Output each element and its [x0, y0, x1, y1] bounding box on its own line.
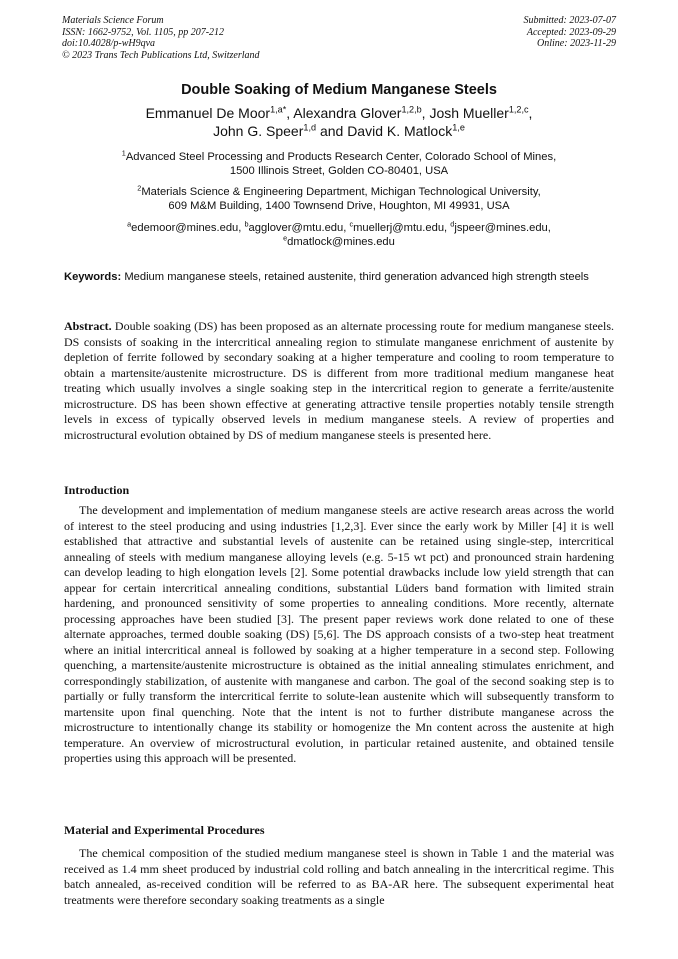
email-marker: d [450, 219, 455, 229]
section-heading-introduction: Introduction [64, 483, 130, 497]
email-address[interactable]: muellerj@mtu.edu, [353, 222, 448, 234]
keywords-text: Medium manganese steels, retained austenite, third generation advanced high strength steels [124, 271, 589, 283]
section-heading-materials: Material and Experimental Procedures [64, 823, 265, 837]
abstract-label: Abstract. [64, 319, 112, 333]
author-name: John G. Speer [213, 123, 304, 139]
affiliation-1 [0, 150, 678, 178]
affiliation-line: Advanced Steel Processing and Products Research Center, Colorado School of Mines, [125, 151, 557, 163]
email-marker: e [283, 233, 288, 243]
abstract-text: Double soaking (DS) has been proposed as an alternate processing route for medium manganese steels. DS consists of soaking in the intercritical annealing region to stimulate manganese enrichment of austenite by depletion of ferrite followed by secondary soaking at a higher temperature and cooling to room temperature to obtain a martensite/austenite microstructure. DS is different from more traditional medium manganese heat treating which usually involves a single soaking step in the intercritical region to generate a ferrite/austenite microstructure. DS has been shown effective at generating attractive tensile properties notably tensile strength levels in excess of typically observed levels in medium manganese steels. A review of properties and microstructural evolution obtained by DS of medium manganese steels is presented here. [64, 319, 615, 442]
author-marker: 1,d [303, 122, 317, 133]
abstract [64, 319, 614, 443]
keywords [64, 270, 616, 285]
email-address[interactable]: agglover@mtu.edu, [248, 222, 347, 234]
journal-info [62, 15, 260, 61]
journal-doi: doi:10.4028/p-wH9qva [62, 38, 156, 49]
author-list: Emmanuel De Moor$^{1,a*}$, Alexandra Glover$^{1,2,b}$, Josh Mueller$^{1,2,c}$, John G. Speer$^{1,d}$ and David K. Matlock$^{1,e}$ [145, 104, 533, 139]
date-submitted: Submitted: 2023-07-07 [523, 15, 616, 26]
journal-copyright: © 2023 Trans Tech Publications Ltd, Switzerland [62, 49, 260, 61]
date-online: Online: 2023-11-29 [537, 38, 616, 49]
author-name: Josh Mueller [429, 105, 509, 121]
author-conjunction: and [319, 123, 344, 139]
author-marker: 1,2,b [401, 104, 422, 115]
author-name: Emmanuel De Moor [145, 105, 271, 121]
keywords-label: Keywords: [64, 271, 122, 283]
author-marker: 1,e [452, 122, 465, 133]
publication-dates [524, 15, 617, 50]
author-marker: 1,a* [270, 104, 287, 115]
introduction-paragraph: The development and implementation of medium manganese steels are active research areas across the world of interest to the steel producing and using industries [1,2,3]. Ever since the early work by Miller [4] it is well established that attractive and substantial levels of austenite can be retained using single-step, intercritical annealing of steels with medium manganese alloying levels (e.g. 5-15 wt pct) and pronounced strain hardening can develop leading to high elongation levels [2]. Some potential drawbacks include low yield strength that can appear for certain intercritical annealing conditions, substantial Lüders band formation with limited strain hardening, and pronounced sensitivity of some properties to annealing conditions. More recently, alternate processing approaches have been studied [3]. The present paper reviews work done related to one of these alternate approaches, termed double soaking (DS) [5,6]. The DS approach consists of a two-step heat treatment where an initial intercritical anneal is followed by soaking at a higher temperature in a second step. Following quenching, a martensite/austenite microstructure is obtained as the initial annealing stimulates enrichment, and correspondingly stabilization, of austenite with manganese and carbon. The goal of the second soaking step is to partially or fully transform the intercritical ferrite to solute-lean austenite which will subsequently transform to martensite upon final quenching. Note that the intent is not to further distribute manganese across the microstructure to intentionally change its stability or homogenize the Mn content across the austenite at high temperature. An overview of microstructural evolution, in particular retained austenite, and obtained tensile properties using this approach will be presented. [64, 503, 614, 765]
paper-title: Double Soaking of Medium Manganese Steels [181, 82, 497, 98]
author-name: Alexandra Glover [293, 105, 402, 121]
affiliation-marker: 1 [121, 148, 126, 158]
email-address[interactable]: dmatlock@mines.edu [287, 236, 395, 248]
affiliation-line: Materials Science & Engineering Department, Michigan Technological University, [141, 186, 541, 198]
affiliation-marker: 2 [137, 183, 142, 193]
email-marker: a [127, 219, 132, 229]
affiliation-2 [0, 185, 678, 213]
email-marker: c [349, 219, 354, 229]
author-marker: 1,2,c [508, 104, 529, 115]
author-name: David K. Matlock [347, 123, 453, 139]
affiliation-line: 609 M&M Building, 1400 Townsend Drive, Houghton, MI 49931, USA [168, 200, 510, 212]
email-marker: b [244, 219, 249, 229]
journal-name: Materials Science Forum [62, 15, 164, 26]
affiliation-line: 1500 Illinois Street, Golden CO-80401, USA [229, 165, 449, 177]
email-address[interactable]: jspeer@mines.edu, [454, 222, 551, 234]
journal-issn: ISSN: 1662-9752, Vol. 1105, pp 207-212 [62, 26, 225, 38]
email-address[interactable]: edemoor@mines.edu, [131, 222, 242, 234]
date-accepted: Accepted: 2023-09-29 [526, 26, 616, 38]
author-emails [0, 221, 678, 249]
materials-paragraph: The chemical composition of the studied medium manganese steel is shown in Table 1 and the material was received as 1.4 mm sheet produced by industrial cold rolling and batch annealing in the intercritical regime. This batch annealed, as-received condition will be referred to as BA-AR here. The subsequent experimental heat treatments were therefore secondary soaking treatments as a single [64, 846, 614, 907]
